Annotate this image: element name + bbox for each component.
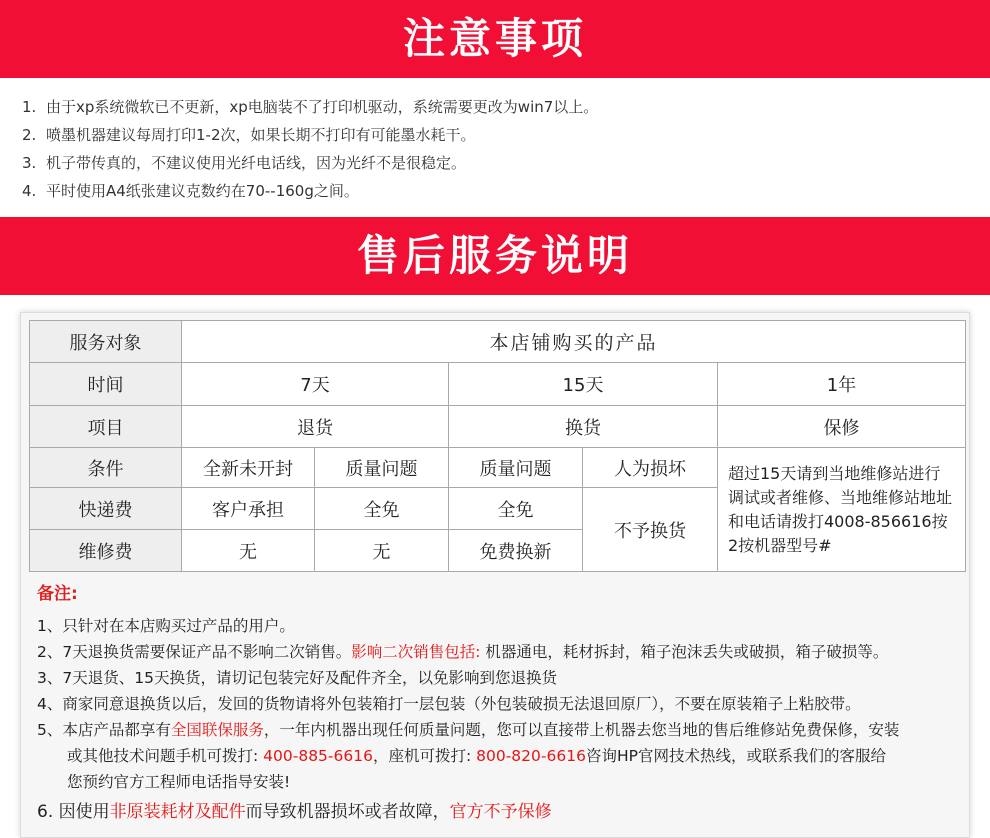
service-table <box>29 320 966 572</box>
after-sales-panel <box>20 312 970 838</box>
notice-item: 3. 机子带传真的，不建议使用光纤电话线，因为光纤不是很稳定。 <box>22 154 467 172</box>
table-row <box>30 363 966 406</box>
item-return: 退货 <box>182 406 449 448</box>
time-label: 时间 <box>30 363 182 406</box>
service-target-value: 本店铺购买的产品 <box>182 321 966 363</box>
remark-item: 6. 因使用非原装耗材及配件而导致机器损坏或者故障，官方不予保修 <box>37 802 552 822</box>
after-sales-banner <box>0 217 990 295</box>
remark-item: 1、只针对在本店购买过产品的用户。 <box>37 617 295 635</box>
item-repair: 保修 <box>718 406 966 448</box>
table-row <box>30 321 966 363</box>
shipping-customer: 客户承担 <box>182 488 315 530</box>
shipping-free: 全免 <box>315 488 449 530</box>
condition-quality: 质量问题 <box>315 448 449 488</box>
notice-list <box>22 93 962 205</box>
table-row <box>30 448 966 488</box>
item-exchange: 换货 <box>449 406 718 448</box>
table-row <box>30 406 966 448</box>
remarks <box>37 579 967 827</box>
no-exchange: 不予换货 <box>583 488 718 572</box>
notice-item: 4. 平时使用A4纸张建议克数约在70--160g之间。 <box>22 182 359 200</box>
repair-fee-none: 无 <box>315 530 449 572</box>
time-15-days: 15天 <box>449 363 718 406</box>
condition-quality: 质量问题 <box>449 448 583 488</box>
notice-item: 2. 喷墨机器建议每周打印1-2次，如果长期不打印有可能墨水耗干。 <box>22 126 476 144</box>
condition-new: 全新未开封 <box>182 448 315 488</box>
time-7-days: 7天 <box>182 363 449 406</box>
shipping-free: 全免 <box>449 488 583 530</box>
condition-label: 条件 <box>30 448 182 488</box>
item-label: 项目 <box>30 406 182 448</box>
condition-human-damage: 人为损坏 <box>583 448 718 488</box>
repair-fee-free-replace: 免费换新 <box>449 530 583 572</box>
notice-banner <box>0 0 990 78</box>
remarks-title: 备注: <box>37 584 78 604</box>
notice-item: 1. 由于xp系统微软已不更新，xp电脑装不了打印机驱动，系统需要更改为win7以上。 <box>22 98 599 116</box>
remark-item: 4、商家同意退换货以后，发回的货物请将外包装箱打一层包装（外包装破损无法退回原厂），不要在原装箱子上粘胶带。 <box>37 695 861 713</box>
service-target-label: 服务对象 <box>30 321 182 363</box>
time-1-year: 1年 <box>718 363 966 406</box>
shipping-label: 快递费 <box>30 488 182 530</box>
after-sales-title: 售后服务说明 <box>356 231 633 280</box>
repair-instructions: 超过15天请到当地维修站进行调试或者维修、当地维修站地址和电话请拨打4008-856616按2按机器型号# <box>718 448 966 572</box>
repair-fee-label: 维修费 <box>30 530 182 572</box>
repair-fee-none: 无 <box>182 530 315 572</box>
remark-item: 3、7天退货、15天换货，请切记包装完好及配件齐全，以免影响到您退换货 <box>37 669 557 687</box>
remark-item: 2、7天退换货需要保证产品不影响二次销售。影响二次销售包括: 机器通电，耗材拆封，箱子泡沫丢失或破损，箱子破损等。 <box>37 643 889 661</box>
notice-title: 注意事项 <box>402 14 587 63</box>
remark-item: 5、本店产品都享有全国联保服务，一年内机器出现任何质量问题，您可以直接带上机器去您当地的售后维修站免费保修，安装 或其他技术问题手机可拨打: 400-885-6616，座机可拨打: 800-820-6616咨询HP官网技术热线，或联系我们的客服给 您预约官方工程师电话指导安装! <box>37 721 900 791</box>
